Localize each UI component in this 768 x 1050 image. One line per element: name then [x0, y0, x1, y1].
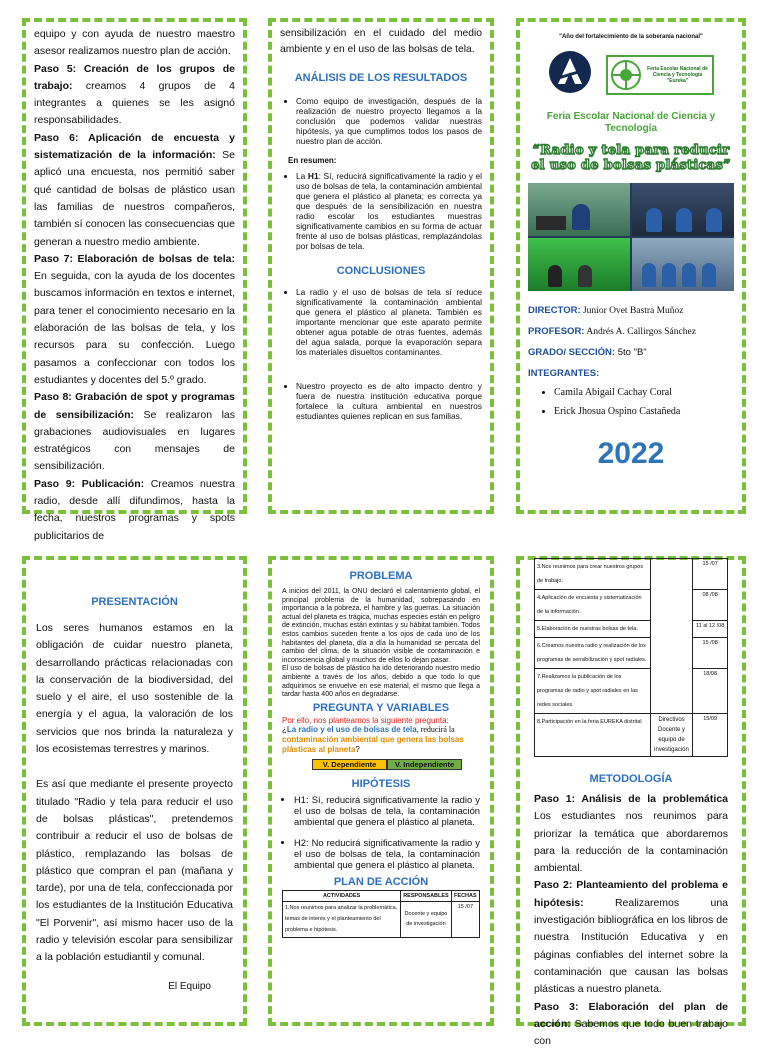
table-row: 1.Nos reunimos para analizar la problemática, temas de interés y el planteamiento del problema e hipótesis. Docente y equipo de investigación 15 /07 — [283, 901, 480, 937]
dependent-variable: V. Dependiente — [312, 759, 387, 770]
panel-plan-methodology — [516, 556, 746, 1048]
question-title: PREGUNTA Y VARIABLES — [312, 701, 450, 714]
project-title: “Radio y tela para reducir el uso de bolsas plásticas” — [531, 143, 731, 173]
eureka-logo — [606, 55, 714, 95]
plan-title: PLAN DE ACCIÓN — [333, 875, 429, 888]
plan-header-row — [283, 890, 480, 901]
teacher-line: PROFESOR: Andrés A. Callirgos Sánchez — [528, 326, 696, 337]
photo-classroom — [632, 238, 734, 291]
conclusions-title: CONCLUSIONES — [336, 265, 426, 277]
problem-title: PROBLEMA — [349, 570, 413, 582]
col-dates: FECHAS — [451, 890, 479, 901]
summary-list — [280, 171, 482, 251]
photo-radio-studio — [528, 183, 630, 236]
table-row: 4.Aplicación de encuesta y sistematización de la información. 08 /08 — [535, 590, 728, 621]
signature: El Equipo — [168, 980, 211, 992]
conclusions-list — [280, 287, 482, 421]
col-activities: ACTIVIDADES — [283, 890, 401, 901]
paragraph-step8: Paso 8: Grabación de spot y programas de sensibilización: Se realizaron las grabaciones audiovisuales en lugares estratégicos con mensajes de sensibilización. — [34, 391, 236, 473]
table-row: 3.Nos reunimos para crear nuestros grupos de trabajo. 15 /07 — [535, 559, 728, 590]
photo-green-screen — [528, 238, 630, 291]
eureka-emblem-icon — [610, 59, 642, 91]
paragraph-step5: Paso 5: Creación de los grupos de trabajo: creamos 4 grupos de 4 integrantes a quienes se les asignó responsabilidades. — [34, 62, 235, 127]
member-item: • Erick Jhosua Ospino Castañeda — [554, 406, 734, 417]
col-responsible: RESPONSABLES — [401, 890, 452, 901]
problem-text: A inicios del 2011, la ONU declaró el calentamiento global, el principal problema de la humanidad, sobrepasando en importancia a la pobreza, el hambre y las guerras. La situación actual del planeta es trágica, muchas especies están en peligro de extinción, muchas están extintas y su hábitat también. Todos estos cambios suceden frente a los ojos de cada uno de los habitantes del planeta, día a día la humanidad se percata del cambio del clima, de la situación visible de contaminación e inconsciencia global y muchos de ellos lo dejan pasar. — [282, 588, 480, 664]
presentation-title: PRESENTACIÓN — [91, 596, 178, 608]
panel-cover — [516, 18, 746, 514]
panel-results — [268, 18, 494, 514]
fair-name: Feria Escolar Nacional de Ciencia y Tecnología — [546, 111, 716, 134]
step-3: Paso 3: Elaboración del plan de acción: Sabemos que todo buen trabajo con — [534, 1000, 728, 1048]
credits — [528, 305, 734, 417]
paragraph-step6: Paso 6: Aplicación de encuesta y sistematización de la información: Se aplicó una encuesta, nos permitió saber qué cantidad de bolsas de plástico usan las familias de nuestros compañeros, también sí conocen las consecuencias que generan a nuestro medio ambiente. — [34, 131, 235, 248]
summary-label: En resumen: — [288, 156, 337, 165]
student-photos — [528, 183, 734, 291]
variables-table — [312, 759, 462, 770]
table-row: 8.Participación en la feria EUREKA distrital Directivos Docente y equipo de investigación 15/09 — [535, 714, 728, 757]
plan-table-continued — [534, 558, 728, 757]
hypothesis-list — [282, 794, 480, 870]
methodology-title: METODOLOGÍA — [589, 773, 673, 785]
question-lead: Por ello, nos planteamos la siguiente pregunta: — [282, 715, 449, 725]
panel-methodology-continued — [22, 18, 247, 542]
year: 2022 — [597, 437, 665, 470]
analysis-item: • Como equipo de investigación, después de la realización de nuestro proyecto llegamos a la conclusión que podemos validar nuestras hipótesis, ya que cumplimos todos los pasos de nuestro plan de acción. — [296, 96, 482, 146]
photo-students-desk — [632, 183, 734, 236]
research-question: ¿La radio y el uso de bolsas de tela, reducirá la contaminación ambiental que genera las bolsas plásticas al planeta? — [282, 724, 464, 754]
grade-line: GRADO/ SECCIÓN: 5to "B" — [528, 347, 647, 358]
table-row: 5.Elaboración de nuestras bolsas de tela. 11 al 12 /08 — [535, 621, 728, 638]
paragraph-step7: Paso 7: Elaboración de bolsas de tela: En seguida, con la ayuda de los docentes buscamos información en textos e internet, para tener el conocimiento necesario en la elaboración de las bolsas de tela, y los recursos para su confección. Luego pasamos a confeccionar con todos los estudiantes y docentes del 5.º grado. — [34, 252, 235, 386]
year-motto: "Año del fortalecimiento de la soberanía nacional" — [559, 34, 703, 40]
results-intro: sensibilización en el cuidado del medio ambiente y en el uso de las bolsas de tela. — [280, 28, 482, 55]
paragraph-step9: Paso 9: Publicación: Creamos nuestra radio, desde allí difundimos, hasta la fecha, nuestros programas y spots publicitarios de — [34, 477, 235, 542]
hypothesis-item: • H1: Sí, reducirá significativamente la radio y el uso de bolsas de tela, la contaminación ambiental que genera el plástico al planeta. — [294, 794, 480, 827]
presentation-p2: Es así que mediante el presente proyecto titulado "Radio y tela para reducir el uso de bolsas plásticas", pretendemos contribuir a reducir el uso de bolsas de plástico, remplazando las bolsas de plástico que compran el pan (mañana y tarde), por una de tela, confeccionada por los estudiantes de la Institución Educativa "El Porvenir", así mismo hacer uso de la radio y televisión escolar para sensibilizar a la población estudiantil y comunal. — [36, 778, 233, 964]
school-logo — [548, 50, 592, 99]
methodology-steps — [534, 791, 728, 1050]
step-2: Paso 2: Planteamiento del problema e hipótesis: Realizaremos una investigación bibliográfica en los libros de nuestra Institución Educativa y en páginas confiables del internet sobre la contaminación que causan las bolsas plásticas a nuestro planeta. — [534, 879, 728, 996]
panel-presentation — [22, 556, 247, 1026]
table-row: 7.Realizamos la publicación de los programas de radio y spot radiales en las redes sociales. 18/08 — [535, 669, 728, 714]
members-label: INTEGRANTES: — [528, 368, 600, 379]
member-item: • Camila Abigail Cachay Coral — [554, 387, 734, 398]
panel-problem — [268, 556, 494, 1026]
hypothesis-item: • H2: No reducirá significativamente la radio y el uso de bolsas de tela, la contaminación ambiental que genera el plástico al planeta. — [294, 837, 480, 870]
problem-text-2: El uso de bolsas de plástico ha ido deteriorando nuestro medio ambiente a través de los años, debido a que todo lo que adquirimos se envuelve en ese material, el mismo que llega a tardar hasta 400 años en degradarse. — [282, 665, 480, 699]
responsible-cell: Directivos Docente y equipo de investigación — [650, 714, 692, 757]
hypothesis-title: HIPÓTESIS — [351, 777, 411, 790]
step-1: Paso 1: Análisis de la problemática Los estudiantes nos reunimos para priorizar la temática que abordaremos para la reducción de la contaminación ambiental. — [534, 793, 728, 875]
table-row: 6.Creamos nuestra radio y realización de los programas de sensibilización y spot radiales. 15 /08 — [535, 638, 728, 669]
eureka-logo-text: Feria Escolar Nacional de Ciencia y Tecnología "Eureka" — [647, 65, 708, 84]
analysis-list — [280, 96, 482, 146]
analysis-title: ANÁLISIS DE LOS RESULTADOS — [294, 72, 468, 84]
methodology-text — [34, 26, 235, 545]
members-list — [528, 387, 734, 417]
paragraph-intro: equipo y con ayuda de nuestro maestro asesor realizamos nuestro plan de acción. — [34, 28, 235, 58]
conclusion-item: • La radio y el uso de bolsas de tela sí reduce significativamente la contaminación ambiental que genera el plástico al planeta. También es importante mencionar que este aparato permite obtener agua potable de otras fuentes, además del agua salada, porque la evaporación separa los materiales disueltos contaminantes. — [296, 287, 482, 357]
independent-variable: V. Independiente — [387, 759, 462, 770]
plan-table — [282, 890, 480, 938]
conclusion-item: • Nuestro proyecto es de alto impacto dentro y fuera de nuestra institución educativa porque fortalece la cultura ambiental en nuestros estudiantes quienes replican en sus familias. — [296, 381, 482, 421]
presentation-p1: Los seres humanos estamos en la obligación de cuidar nuestro planeta, desarrollando prácticas relacionadas con la conservación de la biodiversidad, del suelo y el aire, el uso sostenible de la energía y el agua, la valoración de los servicios que nos brinda la naturaleza y los ecosistemas terrestres y marinos. — [36, 622, 233, 756]
logos-row — [528, 50, 734, 99]
summary-item: • La H1: Sí, reducirá significativamente la radio y el uso de bolsas de tela, la contaminación ambiental que genera el plástico al planeta; es correcta ya que después de la sensibilización en nuestra radio escolar los estudiantes muestras significativamente cambios en su forma de actuar frente al uso de bolsas plásticas, remplazándolas por bolsas de tela. — [296, 171, 482, 251]
director-line: DIRECTOR: Junior Ovet Bastra Muñoz — [528, 305, 684, 316]
